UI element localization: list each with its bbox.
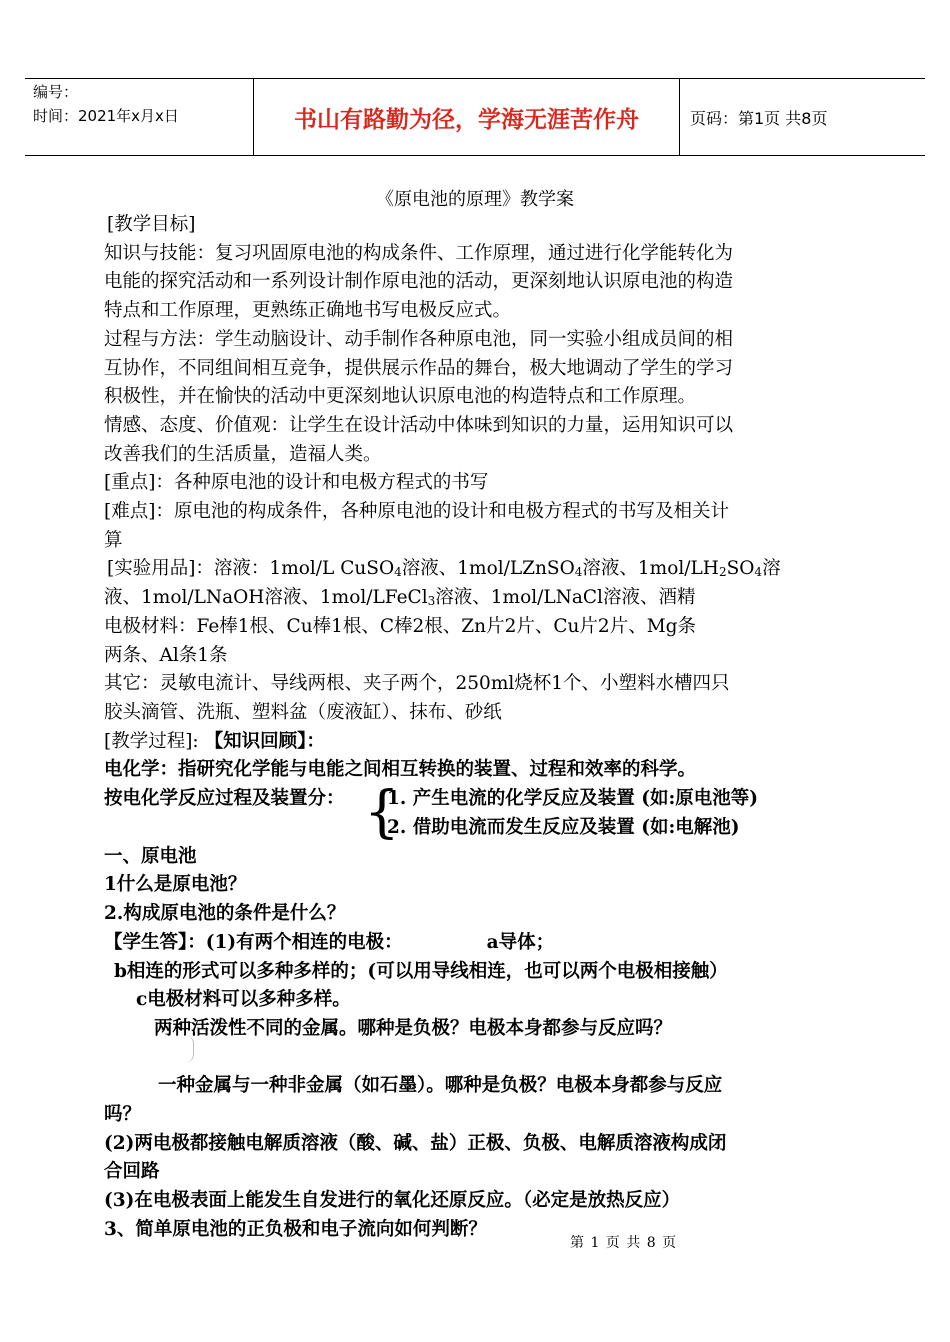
text-line: 积极性，并在愉快的活动中更深刻地认识原电池的构造特点和工作原理。 [104, 386, 697, 408]
header-meta-cell [25, 79, 254, 155]
section-heading: 一、原电池 [104, 845, 197, 867]
text-line: 两条、Al条1条 [104, 644, 228, 666]
doc-body [104, 211, 850, 1245]
text-line: 互协作，不同组间相互竞争，提供展示作品的舞台，极大地调动了学生的学习 [104, 357, 734, 379]
answer-line: 【学生答】：(1)有两个相连的电极： a导体； [104, 931, 555, 953]
answer-line: 合回路 [104, 1161, 160, 1183]
text-line: 电能的探究活动和一系列设计制作原电池的活动，更深刻地认识原电池的构造 [104, 271, 734, 293]
text-line: 特点和工作原理，更熟练正确地书写电极反应式。 [104, 300, 512, 322]
header-table [25, 78, 925, 156]
text-line: 改善我们的生活质量，造福人类。 [104, 443, 382, 465]
page-info: 页码：第1页 共8页 [690, 108, 828, 128]
text-line: 电极材料：Fe棒1根、Cu棒1根、C棒2根、Zn片2片、Cu片2片、Mg条 [104, 615, 696, 637]
process-line: [教学过程]: 【知识回顾】： [104, 730, 325, 752]
answer-line: (2)两电极都接触电解质溶液（酸、碱、盐）正极、负极、电解质溶液构成闭 [104, 1132, 727, 1154]
answer-line: 吗？ [104, 1104, 142, 1126]
question: 3、简单原电池的正负极和电子流向如何判断？ [104, 1218, 487, 1240]
section-goals: [教学目标] [107, 214, 196, 235]
time-label: 时间：2021年x月x日 [33, 107, 179, 125]
key-point: [重点]：各种原电池的设计和电极方程式的书写 [104, 472, 489, 494]
materials-line: [实验用品]：溶液：1mol/L CuSO$_4$溶液、1mol/LZnSO$_4$溶液、$1mol/LH_2SO_4$溶 [107, 558, 781, 580]
answer-line: 一种金属与一种非金属（如石墨）。哪种是负极？电极本身都参与反应 [158, 1075, 723, 1097]
text-line: 知识与技能：复习巩固原电池的构成条件、工作原理，通过进行化学能转化为 [104, 242, 734, 264]
text-line: 电化学：指研究化学能与电能之间相互转换的装置、过程和效率的科学。 [104, 759, 697, 781]
text-line: 胶头滴管、洗瓶、塑料盆（废液缸）、抹布、砂纸 [104, 701, 502, 723]
text-line: 情感、态度、价值观：让学生在设计活动中体味到知识的力量，运用知识可以 [104, 414, 734, 436]
motto: 书山有路勤为径，学海无涯苦作舟 [254, 79, 680, 155]
text-line: 算 [104, 529, 123, 551]
materials-line: 液、1mol/LNaOH溶液、1mol/LFeCl$_3$溶液、1mol/LNaCl溶液、酒精 [104, 587, 696, 609]
page-footer: 第 1 页 共 8 页 [570, 1235, 678, 1251]
question: 2.构成原电池的条件是什么？ [104, 903, 346, 925]
answer-line: 两种活泼性不同的金属。哪种是负极？电极本身都参与反应吗？ [154, 1017, 673, 1039]
answer-line: b相连的形式可以多种多样的；(可以用导线相连，也可以两个电极相接触） [114, 960, 728, 982]
answer-line: (3)在电极表面上能发生自发进行的氧化还原反应。（必定是放热反应） [104, 1190, 681, 1212]
number-label: 编号： [33, 83, 79, 101]
text-line: 2. 借助电流而发生反应及装置 (如:电解池) [387, 817, 740, 839]
text-line: 过程与方法：学生动脑设计、动手制作各种原电池，同一实验小组成员间的相 [104, 328, 734, 350]
answer-line: c电极材料可以多种多样。 [136, 989, 351, 1011]
spacer [104, 1044, 850, 1073]
question: 1什么是原电池？ [104, 874, 247, 896]
classification-row: 按电化学反应过程及装置分： 1. 产生电流的化学反应及装置 (如:原电池等) { [104, 780, 759, 846]
difficulty: [难点]：原电池的构成条件，各种原电池的设计和电极方程式的书写及相关计 [104, 501, 729, 523]
doc-title: 《原电池的原理》教学案 [376, 189, 574, 210]
curly-brace: { [364, 780, 400, 846]
text-line: 其它：灵敏电流计、导线两根、夹子两个，250ml烧杯1个、小塑料水槽四只 [104, 673, 730, 695]
